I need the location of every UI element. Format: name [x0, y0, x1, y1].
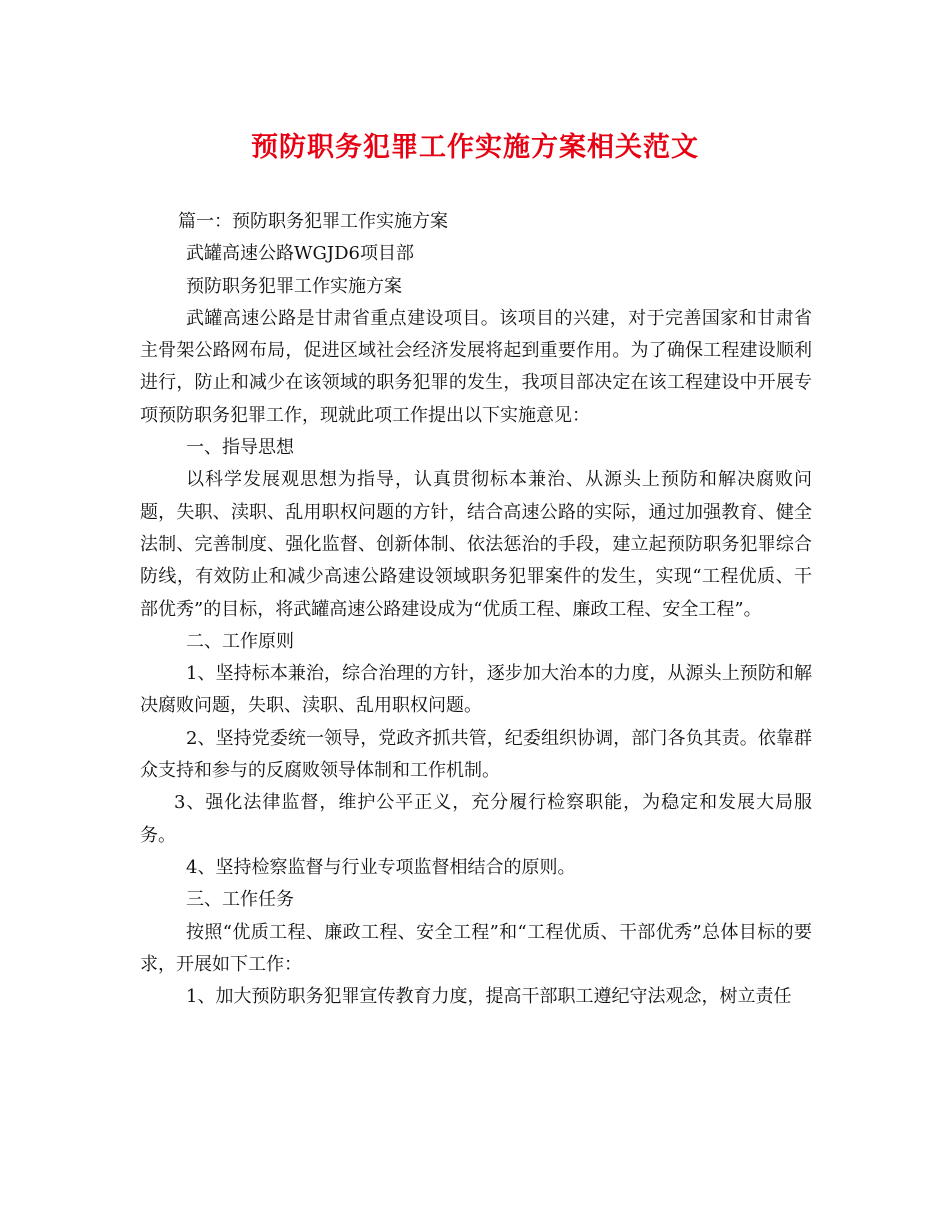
- paragraph-13: 按照“优质工程、廉政工程、安全工程”和“工程优质、干部优秀”总体目标的要求，开展如下工作：: [140, 921, 812, 975]
- paragraph-2: 武罐高速公路WGJD6项目部: [186, 243, 414, 265]
- paragraph-10: 3、强化法律监督，维护公平正义，充分履行检察职能，为稳定和发展大局服务。: [140, 792, 812, 846]
- paragraph-14: 1、加大预防职务犯罪宣传教育力度，提高干部职工遵纪守法观念，树立责任: [186, 986, 792, 1008]
- heading-guiding-thought: 一、指导思想: [186, 437, 294, 459]
- heading-work-tasks: 三、工作任务: [186, 889, 294, 911]
- paragraph-3: 预防职务犯罪工作实施方案: [186, 275, 402, 297]
- heading-work-principles: 二、工作原则: [186, 630, 294, 652]
- document-title: 预防职务犯罪工作实施方案相关范文: [251, 132, 699, 163]
- document-body: [140, 206, 812, 1013]
- paragraph-9: 2、坚持党委统一领导，党政齐抓共管，纪委组织协调，部门各负其责。依靠群众支持和参与的反腐败领导体制和工作机制。: [140, 727, 812, 782]
- paragraph-4: 武罐高速公路是甘肃省重点建设项目。该项目的兴建，对于完善国家和甘肃省主骨架公路网布局，促进区域社会经济发展将起到重要作用。为了确保工程建设顺利进行，防止和减少在该领域的职务犯罪的发生，我项目部决定在该工程建设中开展专项预防职务犯罪工作，现就此项工作提出以下实施意见：: [140, 307, 812, 426]
- paragraph-11: 4、坚持检察监督与行业专项监督相结合的原则。: [186, 856, 576, 878]
- paragraph-1: 篇一：预防职务犯罪工作实施方案: [178, 211, 448, 232]
- paragraph-6: 以科学发展观思想为指导，认真贯彻标本兼治、从源头上预防和解决腐败问题，失职、渎职、乱用职权问题的方针，结合高速公路的实际，通过加强教育、健全法制、完善制度、强化监督、创新体制、依法惩治的手段，建立起预防职务犯罪综合防线，有效防止和减少高速公路建设领域职务犯罪案件的发生，实现“工程优质、干部优秀”的目标，将武罐高速公路建设成为“优质工程、廉政工程、安全工程”。: [140, 469, 812, 620]
- paragraph-8: 1、坚持标本兼治，综合治理的方针，逐步加大治本的力度，从源头上预防和解决腐败问题，失职、渎职、乱用职权问题。: [140, 663, 812, 717]
